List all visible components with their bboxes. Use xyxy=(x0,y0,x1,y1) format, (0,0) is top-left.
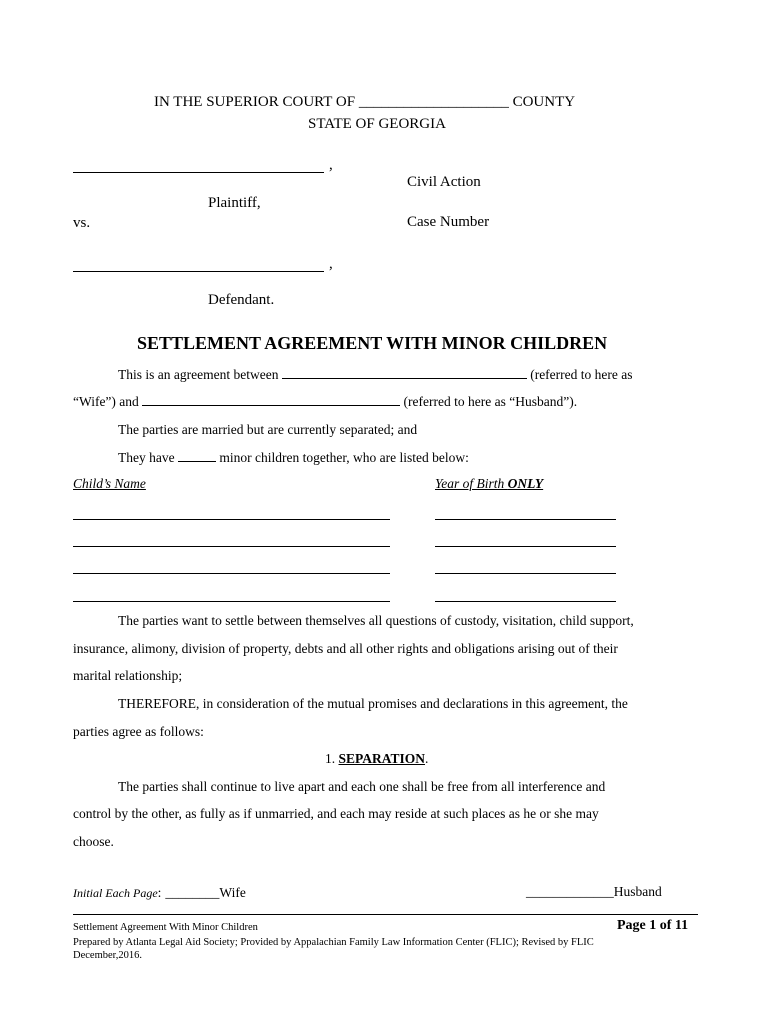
footer-prepared-by-1: Prepared by Atlanta Legal Aid Society; Provided by Appalachian Family Law Information Center (FLIC); Revised by FLIC xyxy=(73,937,594,948)
footer-doc-title: Settlement Agreement With Minor Children xyxy=(73,922,258,933)
husband-initial-label: Husband xyxy=(613,884,662,899)
separation-line-3: choose. xyxy=(73,834,114,849)
therefore-line-1: THEREFORE, in consideration of the mutual promises and declarations in this agreement, the xyxy=(118,696,628,711)
intro-line-4 xyxy=(118,450,469,466)
section-1-number: 1. xyxy=(325,751,336,766)
initial-husband-row xyxy=(526,884,662,900)
plaintiff-name-line[interactable] xyxy=(73,172,324,173)
county-blank[interactable]: ____________________ xyxy=(358,94,509,110)
child-name-field-3[interactable] xyxy=(73,573,390,574)
children-count-field[interactable] xyxy=(178,461,216,462)
therefore-line-2: parties agree as follows: xyxy=(73,724,204,739)
document-title: SETTLEMENT AGREEMENT WITH MINOR CHILDREN xyxy=(137,333,608,353)
court-heading-prefix: IN THE SUPERIOR COURT OF xyxy=(154,94,356,110)
plaintiff-label: Plaintiff, xyxy=(208,195,261,211)
court-heading xyxy=(154,94,575,111)
wife-initial-label: Wife xyxy=(219,885,246,900)
initial-colon: : xyxy=(157,885,162,900)
court-heading-suffix: COUNTY xyxy=(512,94,576,110)
settle-line-2: insurance, alimony, division of property, debts and all other rights and obligations arising out of their xyxy=(73,641,618,656)
child-year-field-4[interactable] xyxy=(435,601,616,602)
only-emphasis: ONLY xyxy=(507,476,544,491)
settle-line-3: marital relationship; xyxy=(73,668,183,683)
intro-4a: They have xyxy=(118,450,175,465)
footer-rule xyxy=(73,914,698,915)
defendant-name-line[interactable] xyxy=(73,271,324,272)
case-number-label: Case Number xyxy=(407,214,490,230)
initial-each-page-label: Initial Each Page xyxy=(73,886,158,900)
husband-name-field[interactable] xyxy=(142,405,400,406)
intro-line-1 xyxy=(118,367,633,383)
child-name-field-1[interactable] xyxy=(73,519,390,520)
defendant-label: Defendant. xyxy=(208,292,275,308)
footer-prepared-by-2: December,2016. xyxy=(73,950,142,961)
intro-1b: (referred to here as xyxy=(530,367,633,382)
husband-initial-field[interactable]: _____________ xyxy=(526,884,614,899)
wife-initial-field[interactable]: ________ xyxy=(165,885,220,900)
civil-action-label: Civil Action xyxy=(407,174,481,190)
separation-line-2: control by the other, as fully as if unmarried, and each may reside at such places as he or she may xyxy=(73,806,599,821)
intro-4b: minor children together, who are listed below: xyxy=(219,450,469,465)
settle-line-1: The parties want to settle between themselves all questions of custody, visitation, child support, xyxy=(118,613,634,628)
defendant-comma: , xyxy=(329,256,333,272)
intro-2b: (referred to here as “Husband”). xyxy=(403,394,578,409)
section-1-title: SEPARATION xyxy=(338,751,426,766)
child-name-field-4[interactable] xyxy=(73,601,390,602)
intro-1a: This is an agreement between xyxy=(118,367,279,382)
initial-wife-row xyxy=(73,884,246,902)
child-year-field-2[interactable] xyxy=(435,546,616,547)
page-number: Page 1 of 11 xyxy=(617,918,689,933)
child-name-header: Child’s Name xyxy=(73,476,146,491)
intro-line-2 xyxy=(73,394,577,410)
child-year-field-1[interactable] xyxy=(435,519,616,520)
state-heading: STATE OF GEORGIA xyxy=(308,116,446,132)
intro-2a: “Wife”) and xyxy=(73,394,139,409)
separation-line-1: The parties shall continue to live apart and each one shall be free from all interference and xyxy=(118,779,606,794)
year-of-birth-header xyxy=(435,476,543,492)
versus-label: vs. xyxy=(73,215,91,231)
year-of-birth-header-text: Year of Birth xyxy=(435,476,508,491)
plaintiff-comma: , xyxy=(329,157,333,173)
child-year-field-3[interactable] xyxy=(435,573,616,574)
child-name-field-2[interactable] xyxy=(73,546,390,547)
intro-line-3: The parties are married but are currently separated; and xyxy=(118,422,418,437)
section-1-heading xyxy=(325,751,428,767)
wife-name-field[interactable] xyxy=(282,378,527,379)
section-1-period: . xyxy=(425,751,429,766)
